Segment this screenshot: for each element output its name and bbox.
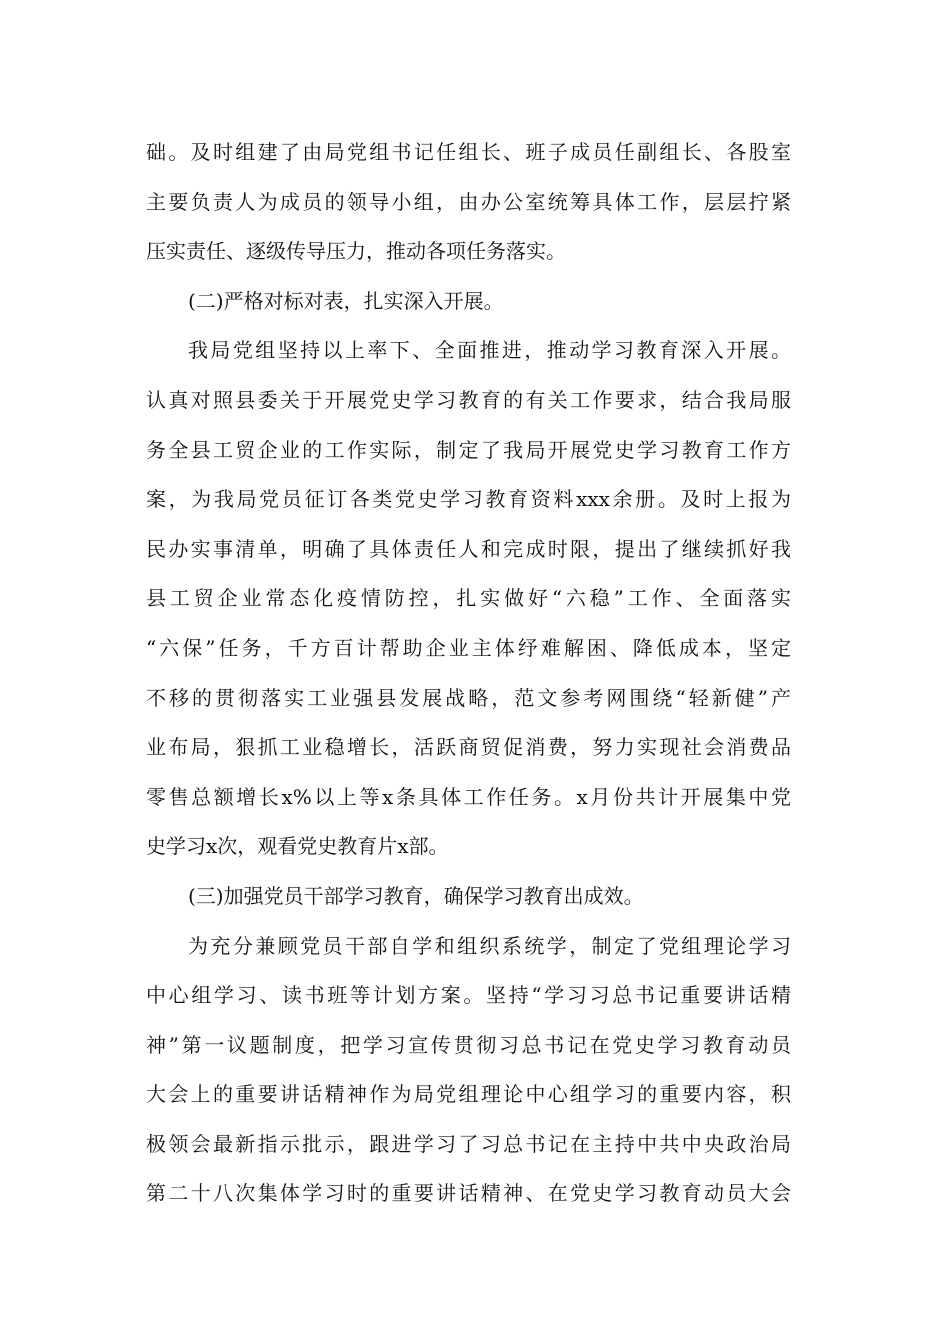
text-line: 务全县工贸企业的工作实际，制定了我局开展党史学习教育工作方 (146, 437, 791, 462)
text-line: “六保”任务，千方百计帮助企业主体纾难解困、降低成本，坚定 (146, 635, 791, 660)
text-line: 零售总额增长x%以上等x条具体工作任务。x月份共计开展集中党 (146, 784, 791, 809)
text-line: 我局党组坚持以上率下、全面推进，推动学习教育深入开展。 (188, 338, 791, 363)
text-line: 压实责任、逐级传导压力，推动各项任务落实。 (146, 239, 566, 264)
text-line: 民办实事清单，明确了具体责任人和完成时限，提出了继续抓好我 (146, 536, 791, 561)
text-line: 县工贸企业常态化疫情防控，扎实做好“六稳”工作、全面落实 (146, 586, 791, 611)
text-line: 大会上的重要讲话精神作为局党组理论中心组学习的重要内容，积 (146, 1082, 791, 1107)
text-line: 第二十八次集体学习时的重要讲话精神、在党史学习教育动员大会 (146, 1181, 791, 1206)
section-heading: (二)严格对标对表，扎实深入开展。 (188, 288, 504, 313)
text-line: 业布局，狠抓工业稳增长，活跃商贸促消费，努力实现社会消费品 (146, 735, 791, 760)
text-line: 为充分兼顾党员干部自学和组织系统学，制定了党组理论学习 (188, 933, 791, 958)
text-line: 础。及时组建了由局党组书记任组长、班子成员任副组长、各股室 (146, 140, 791, 164)
text-line: 不移的贯彻落实工业强县发展战略，范文参考网围绕“轻新健”产 (146, 685, 791, 710)
text-line: 认真对照县委关于开展党史学习教育的有关工作要求，结合我局服 (146, 387, 791, 412)
text-line: 案，为我局党员征订各类党史学习教育资料xxx余册。及时上报为 (146, 487, 791, 512)
text-line: 神”第一议题制度，把学习宣传贯彻习总书记在党史学习教育动员 (146, 1032, 791, 1057)
text-line: 极领会最新指示批示，跟进学习了习总书记在主持中共中央政治局 (146, 1131, 791, 1156)
text-line: 主要负责人为成员的领导小组，由办公室统筹具体工作，层层拧紧 (146, 189, 791, 214)
text-line: 中心组学习、读书班等计划方案。坚持“学习习总书记重要讲话精 (146, 983, 791, 1008)
document-body (146, 128, 791, 1219)
section-heading: (三)加强党员干部学习教育，确保学习教育出成效。 (188, 883, 644, 908)
text-line: 史学习x次，观看党史教育片x部。 (146, 834, 449, 859)
